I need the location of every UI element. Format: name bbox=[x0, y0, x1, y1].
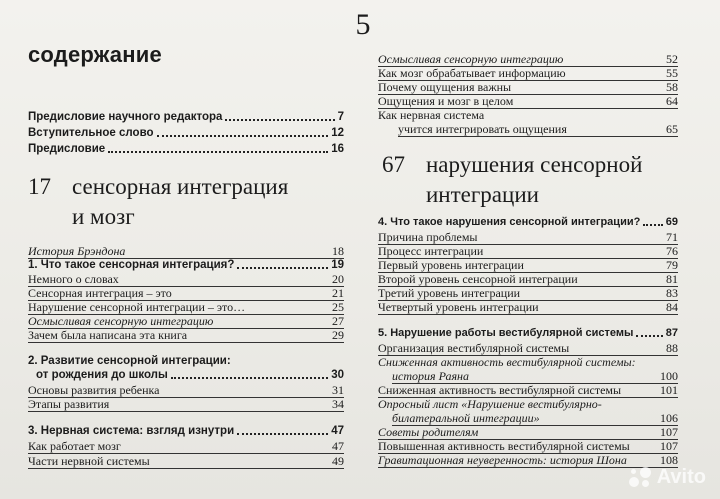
toc-entry-title: 3. Нервная система: взгляд изнутри bbox=[28, 425, 235, 437]
toc-entry-page: 20 bbox=[332, 272, 344, 286]
toc-entry-page: 81 bbox=[666, 272, 678, 286]
toc-entry bbox=[28, 328, 344, 343]
toc-entry bbox=[378, 94, 678, 109]
toc-entry bbox=[398, 122, 678, 137]
toc-entry-page: 71 bbox=[666, 230, 678, 244]
toc-entry-title: Предисловие bbox=[28, 143, 106, 155]
chapter-title-line: сенсорная интеграция bbox=[72, 174, 289, 199]
toc-entry-title: Причина проблемы bbox=[378, 230, 478, 244]
toc-entry-title: Как мозг обрабатывает информацию bbox=[378, 66, 566, 80]
leader-line bbox=[636, 335, 662, 337]
toc-entry-page: 83 bbox=[666, 286, 678, 300]
toc-entry bbox=[28, 397, 344, 412]
toc-entry bbox=[392, 369, 678, 384]
toc-entry-page: 100 bbox=[660, 369, 678, 383]
toc-entry bbox=[378, 52, 678, 67]
toc-entry bbox=[378, 300, 678, 315]
toc-entry-page: 27 bbox=[332, 314, 344, 328]
toc-entry-page: 12 bbox=[331, 127, 344, 139]
toc-entry-title: Как нервная система bbox=[378, 108, 485, 122]
toc-entry-title: Организация вестибулярной системы bbox=[378, 341, 570, 355]
toc-entry-title: от рождения до школы bbox=[36, 369, 168, 381]
toc-entry bbox=[28, 110, 344, 124]
toc-entry-title: Опросный лист «Нарушение вестибулярно- bbox=[378, 397, 602, 411]
toc-entry-title: 4. Что такое нарушения сенсорной интеграции? bbox=[378, 216, 641, 228]
toc-entry bbox=[378, 80, 678, 95]
watermark-text: Avito bbox=[656, 466, 706, 488]
toc-entry-page: 34 bbox=[332, 397, 344, 411]
toc-entry bbox=[28, 424, 344, 438]
toc-entry bbox=[28, 244, 344, 259]
toc-entry bbox=[28, 454, 344, 469]
toc-entry bbox=[378, 244, 678, 259]
toc-entry bbox=[28, 383, 344, 398]
toc-entry-page: 25 bbox=[332, 300, 344, 314]
toc-entry bbox=[378, 215, 678, 229]
toc-entry bbox=[378, 326, 678, 340]
toc-entry-page: 58 bbox=[666, 80, 678, 94]
toc-entry-title: Вступительное слово bbox=[28, 127, 154, 139]
toc-entry-title: Немного о словах bbox=[28, 272, 119, 286]
leader-line bbox=[108, 151, 328, 153]
toc-entry-page: 64 bbox=[666, 94, 678, 108]
chapter-title-line: интеграции bbox=[426, 182, 539, 207]
toc-entry-page: 79 bbox=[666, 258, 678, 272]
toc-entry-title: Как работает мозг bbox=[28, 439, 121, 453]
toc-entry bbox=[378, 383, 678, 398]
toc-entry-page: 19 bbox=[331, 259, 344, 271]
page-number: 5 bbox=[355, 8, 371, 41]
toc-entry-title: Процесс интеграции bbox=[378, 244, 484, 258]
toc-entry bbox=[378, 397, 678, 411]
toc-entry bbox=[378, 272, 678, 287]
toc-entry-page: 108 bbox=[660, 453, 678, 467]
chapter-number: 17 bbox=[28, 174, 51, 199]
toc-entry bbox=[378, 439, 678, 454]
toc-entry bbox=[36, 368, 344, 382]
toc-entry bbox=[28, 439, 344, 454]
toc-entry-page: 84 bbox=[666, 300, 678, 314]
toc-entry-title: Зачем была написана эта книга bbox=[28, 328, 188, 342]
toc-entry bbox=[378, 108, 678, 122]
toc-entry-page: 76 bbox=[666, 244, 678, 258]
toc-entry-page: 101 bbox=[660, 383, 678, 397]
toc-entry bbox=[378, 425, 678, 440]
toc-entry-title: Осмысливая сенсорную интеграцию bbox=[378, 52, 564, 66]
leader-line bbox=[171, 377, 328, 379]
toc-entry bbox=[28, 142, 344, 156]
avito-logo-icon bbox=[629, 467, 651, 489]
toc-entry-title: Сниженная активность вестибулярной системы bbox=[378, 383, 622, 397]
toc-entry-title: 1. Что такое сенсорная интеграция? bbox=[28, 259, 235, 271]
toc-entry-title: Нарушение сенсорной интеграции – это… bbox=[28, 300, 246, 314]
leader-line bbox=[237, 267, 328, 269]
toc-entry bbox=[378, 355, 678, 369]
toc-entry-page: 107 bbox=[660, 439, 678, 453]
toc-entry-page: 47 bbox=[332, 439, 344, 453]
toc-entry-title: Осмысливая сенсорную интеграцию bbox=[28, 314, 214, 328]
toc-entry bbox=[378, 341, 678, 356]
toc-entry bbox=[28, 286, 344, 301]
toc-entry-title: Четвертый уровень интеграции bbox=[378, 300, 539, 314]
toc-entry bbox=[28, 314, 344, 329]
toc-heading: содержание bbox=[28, 42, 162, 67]
toc-entry-title: Третий уровень интеграции bbox=[378, 286, 521, 300]
avito-watermark bbox=[629, 466, 706, 489]
chapter-title-line: и мозг bbox=[72, 204, 135, 229]
toc-entry-page: 106 bbox=[660, 411, 678, 425]
toc-entry bbox=[28, 354, 344, 368]
toc-entry-title: Советы родителям bbox=[378, 425, 479, 439]
toc-entry-title: Предисловие научного редактора bbox=[28, 111, 223, 123]
toc-entry bbox=[28, 272, 344, 287]
toc-entry-title: Повышенная активность вестибулярной системы bbox=[378, 439, 630, 453]
toc-entry-title: учится интегрировать ощущения bbox=[398, 122, 567, 136]
toc-entry bbox=[392, 411, 678, 426]
toc-entry bbox=[378, 286, 678, 301]
toc-entry-page: 52 bbox=[666, 52, 678, 66]
toc-entry-title: Первый уровень интеграции bbox=[378, 258, 524, 272]
toc-entry bbox=[28, 126, 344, 140]
toc-entry bbox=[28, 300, 344, 315]
toc-entry-page: 21 bbox=[332, 286, 344, 300]
toc-entry bbox=[378, 66, 678, 81]
toc-entry-page: 31 bbox=[332, 383, 344, 397]
toc-entry-title: Части нервной системы bbox=[28, 454, 150, 468]
toc-entry bbox=[28, 258, 344, 272]
chapter-number: 67 bbox=[382, 152, 405, 177]
toc-entry-page: 65 bbox=[666, 122, 678, 136]
toc-entry bbox=[378, 230, 678, 245]
toc-entry-title: Этапы развития bbox=[28, 397, 110, 411]
leader-line bbox=[643, 224, 662, 226]
toc-entry-page: 16 bbox=[331, 143, 344, 155]
toc-entry-title: Гравитационная неуверенность: история Шона bbox=[378, 453, 627, 467]
toc-entry-page: 69 bbox=[665, 216, 678, 228]
toc-entry-page: 7 bbox=[337, 111, 344, 123]
chapter-title-line: нарушения сенсорной bbox=[426, 152, 643, 177]
chapter-heading-2 bbox=[382, 150, 682, 210]
toc-entry-title: 5. Нарушение работы вестибулярной системы bbox=[378, 327, 634, 339]
chapter-heading-1 bbox=[28, 172, 344, 232]
toc-entry-title: история Раяна bbox=[392, 369, 469, 383]
toc-entry-title: Ощущения и мозг в целом bbox=[378, 94, 514, 108]
toc-entry-page: 18 bbox=[332, 244, 344, 258]
toc-entry-title: Сенсорная интеграция – это bbox=[28, 286, 172, 300]
toc-entry-title: Второй уровень сенсорной интеграции bbox=[378, 272, 578, 286]
toc-entry bbox=[378, 258, 678, 273]
toc-entry-page: 49 bbox=[332, 454, 344, 468]
leader-line bbox=[225, 119, 334, 121]
toc-entry-title: История Брэндона bbox=[28, 244, 126, 258]
leader-line bbox=[157, 135, 329, 137]
toc-entry-page: 47 bbox=[331, 425, 344, 437]
toc-entry-page: 87 bbox=[665, 327, 678, 339]
toc-entry-page: 30 bbox=[331, 369, 344, 381]
toc-entry-title: Сниженная активность вестибулярной системы: bbox=[378, 355, 636, 369]
toc-entry-page: 55 bbox=[666, 66, 678, 80]
toc-entry-page: 88 bbox=[666, 341, 678, 355]
toc-entry-page: 29 bbox=[332, 328, 344, 342]
toc-entry-title: Почему ощущения важны bbox=[378, 80, 512, 94]
toc-entry-title: билатеральной интеграции» bbox=[392, 411, 540, 425]
toc-entry-title: 2. Развитие сенсорной интеграции: bbox=[28, 355, 231, 367]
toc-entry-title: Основы развития ребенка bbox=[28, 383, 160, 397]
leader-line bbox=[237, 433, 328, 435]
toc-entry-page: 107 bbox=[660, 425, 678, 439]
